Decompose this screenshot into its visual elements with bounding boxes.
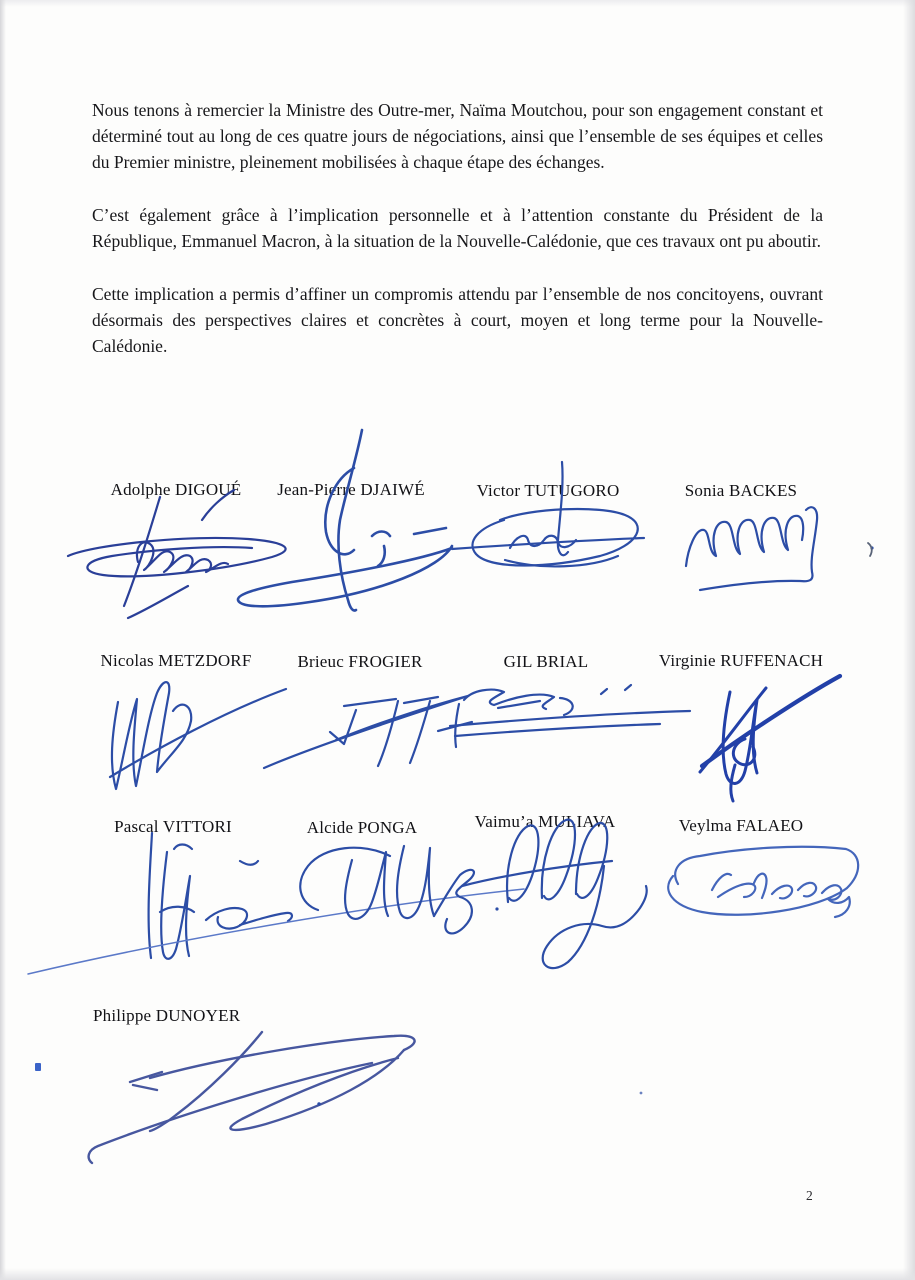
signature-digoue [68,490,286,618]
signature-ponga [300,846,474,933]
signatory-name-digoue: Adolphe DIGOUÉ [110,480,242,499]
signatory-name-djaiwe: Jean-Pierre DJAIWÉ [277,480,425,499]
signature-frogier [264,696,540,768]
page-edge-shade-left [0,0,6,1280]
signature-metzdorf [110,682,286,789]
signatory-name-ponga: Alcide PONGA [306,818,418,837]
paragraph-1: Nous tenons à remercier la Ministre des Outre-mer, Naïma Moutchou, pour son engagement constant et déterminé tout au long de ces quatre jours de négociations, ainsi que l’ensemble de ses équipes et celles du Premier ministre, pleinement mobilisées à chaque étape des échanges. [92,100,823,172]
signatory-name-dunoyer: Philippe DUNOYER [93,1006,241,1025]
signature-ruffenach [700,676,840,801]
signature-backes [686,507,874,590]
signature-dunoyer [35,1032,642,1163]
paragraph-3: Cette implication a permis d’affiner un compromis attendu par l’ensemble de nos concitoyens, ouvrant désormais des perspectives claires et concrètes à court, moyen et long terme pour la Nouvelle-Calédonie. [92,284,823,356]
signatory-name-muliava: Vaimu’a MULIAVA [474,812,616,831]
signatory-name-tutugoro: Victor TUTUGORO [476,481,620,500]
page-edge-shade-right [903,0,915,1280]
signature-muliava [462,820,647,969]
page-number: 2 [806,1188,813,1203]
body-text [92,97,823,386]
signature-tutugoro [452,462,644,566]
paragraph-2: C’est également grâce à l’implication personnelle et à l’attention constante du Président de la République, Emmanuel Macron, à la situation de la Nouvelle-Calédonie, que ces travaux ont pu aboutir. [92,205,823,251]
page-edge-shade-bottom [0,1268,915,1280]
signatory-name-brial: GIL BRIAL [503,652,589,671]
signatory-name-frogier: Brieuc FROGIER [297,652,423,671]
signatory-name-ruffenach: Virginie RUFFENACH [658,651,824,670]
signatory-name-vittori: Pascal VITTORI [114,817,232,836]
signatory-name-falaeo: Veylma FALAEO [678,816,804,835]
signature-falaeo [668,847,858,917]
signature-vittori [28,833,524,974]
ink-square-mark [35,1063,41,1071]
stray-pen-mark [868,543,872,556]
signatory-name-metzdorf: Nicolas METZDORF [100,651,252,670]
page-edge-shade-top [0,0,915,7]
signature-djaiwe [238,430,452,611]
signatory-name-backes: Sonia BACKES [684,481,798,500]
signature-brial [438,685,690,747]
